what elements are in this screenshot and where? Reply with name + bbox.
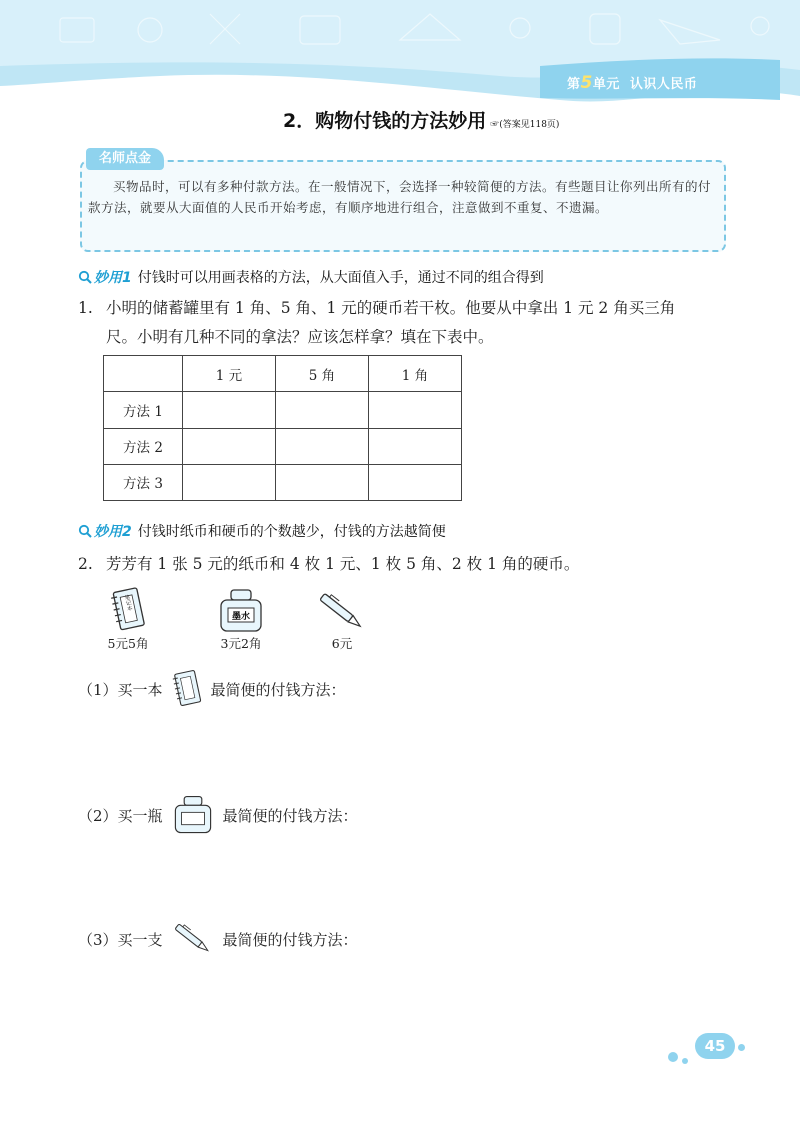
table-row-label: 方法 1 (104, 392, 183, 428)
table-row (104, 428, 462, 464)
table-header-cell: 1 元 (183, 356, 276, 392)
table-cell[interactable] (183, 428, 276, 464)
sub-question-3-suffix: 最简便的付钱方法： (222, 930, 358, 949)
question-1-line-1: 小明的储蓄罐里有 1 角、5 角、1 元的硬币若干枚。他要从中拿出 1 元 2 角买三角 (106, 299, 676, 317)
method-badge-1 (78, 267, 132, 287)
method-badge-2-text: 妙用2 (94, 524, 132, 540)
table-header-cell: 5 角 (276, 356, 369, 392)
unit-name: 认识人民币 (629, 77, 698, 92)
sub-question-1 (78, 666, 346, 712)
question-1-line-2: 尺。小明有几种不同的拿法？应该怎样拿？填在下表中。 (106, 328, 494, 346)
notebook-label: 笔记本 (122, 594, 133, 612)
table-row-label: 方法 3 (104, 464, 183, 500)
unit-prefix: 第 (567, 77, 581, 92)
item-notebook (100, 586, 156, 652)
title-text: 2．购物付钱的方法妙用 (283, 110, 487, 132)
notebook-icon (109, 586, 147, 634)
method-tip-2 (78, 520, 446, 542)
question-2-number: 2. (78, 555, 93, 573)
item-pen (312, 590, 372, 652)
question-2-text: 芳芳有 1 张 5 元的纸币和 4 枚 1 元、1 枚 5 角、2 枚 1 角的硬币。 (106, 555, 580, 573)
sub-question-2-prefix: （2）买一瓶 (78, 806, 163, 825)
table-cell[interactable] (276, 392, 369, 428)
pen-icon (315, 590, 369, 634)
unit-number: 5 (580, 73, 593, 93)
ink-bottle-icon (216, 588, 266, 634)
table-header-cell: 1 角 (369, 356, 462, 392)
method-tip-1-text: 付钱时可以用画表格的方法，从大面值入手，通过不同的组合得到 (137, 270, 544, 286)
notebook-icon (171, 666, 203, 712)
magnifier-icon (78, 270, 92, 284)
item-price: 6元 (331, 636, 353, 651)
ink-bottle-icon (171, 794, 215, 836)
table-cell[interactable] (276, 428, 369, 464)
pen-icon (171, 920, 215, 958)
table-header-cell (104, 356, 183, 392)
ink-bottle-label: 墨水 (231, 612, 251, 622)
table-row (104, 464, 462, 500)
item-ink-bottle (208, 588, 274, 652)
sub-question-2-suffix: 最简便的付钱方法： (222, 806, 358, 825)
table-cell[interactable] (369, 428, 462, 464)
method-tip-2-text: 付钱时纸币和硬币的个数越少，付钱的方法越简便 (137, 524, 446, 540)
decor-dot (668, 1052, 678, 1062)
answer-table (103, 355, 462, 501)
page-title (283, 106, 559, 134)
tip-tag: 名师点金 (86, 148, 164, 170)
item-price: 5元5角 (107, 636, 149, 651)
sub-question-3-prefix: （3）买一支 (78, 930, 163, 949)
table-header-row (104, 356, 462, 392)
answer-reference: ☞(答案见118页) (490, 120, 560, 130)
table-cell[interactable] (183, 392, 276, 428)
header-banner (0, 0, 800, 110)
sub-question-1-suffix: 最简便的付钱方法： (210, 680, 346, 699)
sub-question-3 (78, 920, 358, 958)
tip-text: 买物品时，可以有多种付款方法。在一般情况下，会选择一种较简便的方法。有些题目让你列出所有的付款方法，就要从大面值的人民币开始考虑，有顺序地进行组合，注意做到不重复、不遗漏。 (88, 179, 712, 215)
magnifier-icon (78, 524, 92, 538)
page-number: 45 (695, 1033, 735, 1059)
decor-dot (682, 1058, 688, 1064)
method-badge-1-text: 妙用1 (94, 270, 132, 286)
decor-dot (738, 1044, 745, 1051)
sub-question-1-prefix: （1）买一本 (78, 680, 163, 699)
sub-question-2 (78, 794, 358, 836)
question-2 (78, 550, 738, 579)
table-row-label: 方法 2 (104, 428, 183, 464)
table-cell[interactable] (276, 464, 369, 500)
method-tip-1 (78, 266, 544, 288)
unit-suffix: 单元 (592, 77, 620, 92)
table-cell[interactable] (369, 464, 462, 500)
question-1 (78, 294, 738, 352)
item-price: 3元2角 (220, 636, 262, 651)
unit-label (567, 73, 697, 93)
table-cell[interactable] (369, 392, 462, 428)
question-1-number: 1. (78, 299, 93, 317)
method-badge-2 (78, 521, 132, 541)
table-row (104, 392, 462, 428)
table-cell[interactable] (183, 464, 276, 500)
